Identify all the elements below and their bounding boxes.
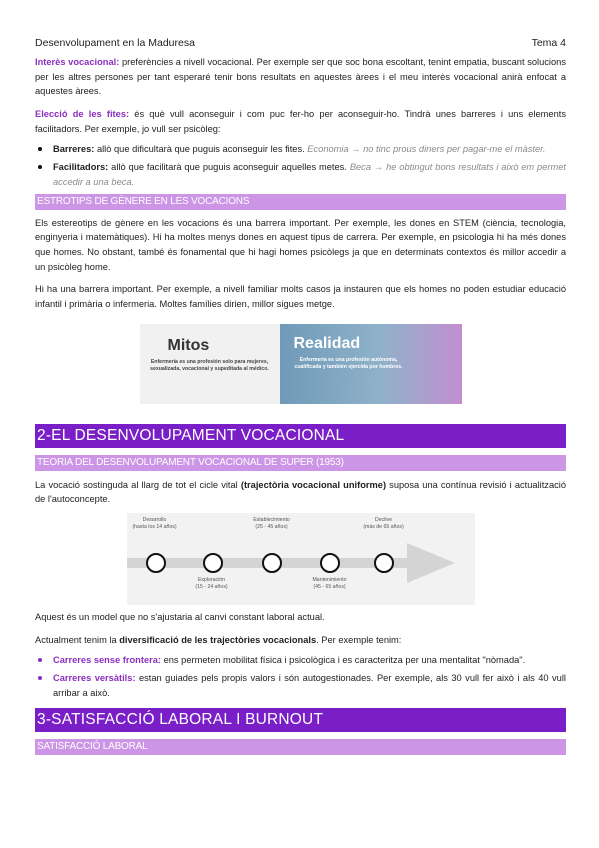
reality-panel xyxy=(280,324,462,404)
paragraph-interes xyxy=(35,55,566,99)
stage-name: Mantenimiento xyxy=(312,577,347,583)
subheading-super: TEORIA DEL DESENVOLUPAMENT VOCACIONAL DE SUPER (1953) xyxy=(35,455,566,471)
reality-title: Realidad xyxy=(293,334,361,352)
term-facilitadors: Facilitadors: xyxy=(53,162,109,173)
page-header xyxy=(35,34,566,52)
paragraph-vocacio xyxy=(35,478,566,507)
term-sense-frontera: Carreres sense frontera: xyxy=(53,655,161,666)
text-versatils: estan guiades pels propis valors i són autogestionades. Per exemple, als 30 vull fer això i als 40 vull arribar a això. xyxy=(53,673,566,698)
stage-name: Exploración xyxy=(197,577,226,583)
myth-reality-image xyxy=(140,324,462,404)
term-barreres: Barreres: xyxy=(53,144,95,155)
term-trajectoria: (trajectòria vocacional uniforme) xyxy=(240,479,387,490)
myth-title: Mitos xyxy=(167,336,210,354)
section-heading-3: 3-SATISFACCIÓ LABORAL I BURNOUT xyxy=(35,708,566,732)
text-interes: preferències a nivell vocacional. Per exemple ser que soc bona escoltant, tenint empatia, buscant solucions per les altres persones per tant esperaré tenir bons resultats en aquestes àrees i el meu interès vocacional anirà enfocat a aquestes àrees. xyxy=(35,57,566,97)
section-heading-2: 2-EL DESENVOLUPAMENT VOCACIONAL xyxy=(35,424,566,448)
stage-range: (15 - 24 años) xyxy=(195,584,228,591)
stage-name: Establecimiento xyxy=(253,517,290,523)
header-tema: Tema 4 xyxy=(531,36,566,49)
stage-range: (más de 65 años) xyxy=(363,524,404,531)
myth-image-wrap xyxy=(35,324,566,404)
document-page xyxy=(35,34,566,755)
subheading-satisfaccio: SATISFACCIÓ LABORAL xyxy=(35,739,566,755)
text-facilitadors: allò que facilitarà que puguis aconseguir aquelles metes. xyxy=(108,162,350,173)
reality-text: Enfermería es una profesión autónoma, cualificada y también ejercida por hombres. xyxy=(294,356,403,370)
text-barreres: allò que dificultarà que puguis aconseguir les fites. xyxy=(94,144,308,155)
text-sense-frontera: ens permeten mobilitat física i psicològica i es caracteritza per una mentalitat "nòmada". xyxy=(161,655,526,666)
example-barreres: Economia → no tinc prous diners per pagar-me el màster. xyxy=(307,144,546,155)
stage-circle xyxy=(203,553,223,573)
list-item xyxy=(35,653,566,668)
myth-text: Enfermería es una profesión solo para mujeres, sexualizada, vocacional y supeditada al médico. xyxy=(150,358,269,372)
stage-range: (25 - 45 años) xyxy=(255,524,288,531)
text-vocacio-post: suposa una contínua revisió i actualització de l'autoconcepte. xyxy=(35,479,567,505)
carreres-list xyxy=(35,653,566,700)
header-title: Desenvolupament en la Maduresa xyxy=(35,36,195,49)
super-timeline-diagram xyxy=(127,513,475,605)
term-interes: Interès vocacional: xyxy=(35,57,120,67)
stage-circle xyxy=(146,553,166,573)
stage-range: (45 - 65 años) xyxy=(313,584,346,591)
stage-circle xyxy=(320,553,340,573)
stage-range: (hasta los 14 años) xyxy=(132,524,177,531)
myth-panel xyxy=(140,324,280,404)
stage-exploracion xyxy=(180,577,244,592)
stage-establecimiento xyxy=(240,517,304,532)
term-eleccio: Elecció de les fites: xyxy=(35,109,130,120)
text-eleccio: és què vull aconseguir i com puc fer-ho per aconseguir-ho. Tindrà unes barreres i uns elements facilitadors. Per exemple, jo vull ser psicòleg: xyxy=(35,109,566,134)
paragraph-eleccio xyxy=(35,107,566,136)
term-versatils: Carreres versàtils: xyxy=(53,673,136,684)
text-vocacio-pre: La vocació sostinguda al llarg de tot el cicle vital xyxy=(35,479,241,490)
subheading-estereotips: ESTROTIPS DE GÈNERE EN LES VOCACIONS xyxy=(35,194,566,210)
text-div-post: . Per exemple tenim: xyxy=(316,634,402,645)
list-item xyxy=(35,142,566,157)
text-div-pre: Actualment tenim la xyxy=(35,634,120,645)
stage-name: Declive xyxy=(374,517,392,523)
stage-declive xyxy=(352,517,416,532)
stage-mantenimiento xyxy=(298,577,362,592)
stage-desarrollo xyxy=(123,517,187,532)
paragraph-estereotips-1: Els estereotips de gènere en les vocacions és una barrera important. Per exemple, les dones en STEM (ciència, tecnologia, enginyeria i matemàtiques). Hi ha moltes menys dones en aquest tipus de carrera. Per exemple, en psicologia hi ha més dones que homes. No obstant, també és fonamental que hi hagi homes psicòlegs ja que en determinats contextos és millor accedir a un psicòleg home. xyxy=(35,217,566,272)
stage-name: Desarrollo xyxy=(142,517,167,523)
fites-list xyxy=(35,142,566,189)
paragraph-estereotips-2: Hi ha una barrera important. Per exemple, a nivell familiar molts casos ja instauren que els homes no poden estudiar educació infantil i primària o infermeria. Moltes famílies dirien, millor sigues metge. xyxy=(35,284,566,309)
stage-circle xyxy=(374,553,394,573)
paragraph-diversificacio xyxy=(35,633,566,648)
example-facilitadors: Beca → he obtingut bons resultats i això em permet accedir a una beca. xyxy=(53,162,566,187)
list-item xyxy=(35,671,566,700)
arrow-shape xyxy=(127,543,455,583)
list-item xyxy=(35,160,566,189)
paragraph-model: Aquest és un model que no s'ajustaria al canvi constant laboral actual. xyxy=(35,612,325,622)
term-diversificacio: diversificació de les trajectòries vocacionals xyxy=(119,634,317,645)
stage-circle xyxy=(262,553,282,573)
